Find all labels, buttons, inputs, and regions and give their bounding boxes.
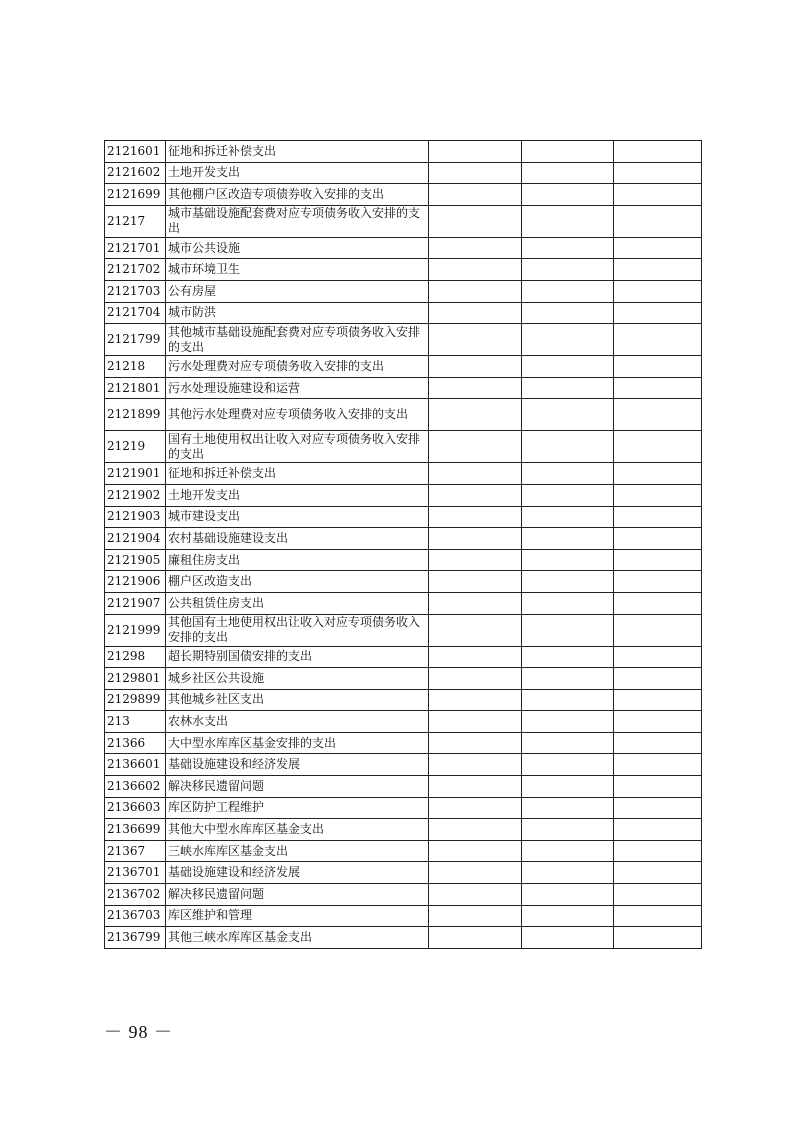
value-cell	[522, 162, 614, 184]
subject-code-cell: 21219	[105, 431, 166, 463]
subject-name-cell: 城市环境卫生	[166, 259, 429, 281]
subject-name-cell: 三峡水库库区基金支出	[166, 840, 429, 862]
subject-name-cell: 城市公共设施	[166, 237, 429, 259]
value-cell	[614, 862, 702, 884]
value-cell	[429, 819, 522, 841]
budget-table	[104, 140, 702, 949]
subject-code-cell: 2136601	[105, 754, 166, 776]
value-cell	[522, 754, 614, 776]
table-row	[105, 592, 702, 614]
subject-name-cell: 农村基础设施建设支出	[166, 528, 429, 550]
subject-code-cell: 21366	[105, 732, 166, 754]
subject-name-cell: 基础设施建设和经济发展	[166, 862, 429, 884]
value-cell	[429, 356, 522, 378]
value-cell	[614, 614, 702, 646]
subject-code-cell: 21217	[105, 205, 166, 237]
table-row	[105, 927, 702, 949]
subject-name-cell: 其他城市基础设施配套费对应专项债务收入安排的支出	[166, 324, 429, 356]
table-row	[105, 302, 702, 324]
value-cell	[614, 592, 702, 614]
value-cell	[429, 324, 522, 356]
value-cell	[429, 399, 522, 431]
subject-code-cell: 2121901	[105, 463, 166, 485]
value-cell	[614, 819, 702, 841]
subject-code-cell: 21218	[105, 356, 166, 378]
subject-code-cell: 2121702	[105, 259, 166, 281]
value-cell	[522, 399, 614, 431]
value-cell	[429, 614, 522, 646]
value-cell	[522, 302, 614, 324]
table-row	[105, 431, 702, 463]
subject-name-cell: 库区防护工程维护	[166, 797, 429, 819]
subject-code-cell: 2121899	[105, 399, 166, 431]
value-cell	[429, 905, 522, 927]
table-row	[105, 776, 702, 798]
value-cell	[429, 184, 522, 206]
subject-code-cell: 2136602	[105, 776, 166, 798]
table-row	[105, 689, 702, 711]
table-row	[105, 205, 702, 237]
subject-code-cell: 213	[105, 711, 166, 733]
value-cell	[429, 463, 522, 485]
value-cell	[614, 162, 702, 184]
value-cell	[614, 280, 702, 302]
table-row	[105, 571, 702, 593]
value-cell	[614, 506, 702, 528]
value-cell	[522, 614, 614, 646]
value-cell	[522, 324, 614, 356]
table-row	[105, 324, 702, 356]
subject-name-cell: 大中型水库库区基金安排的支出	[166, 732, 429, 754]
value-cell	[522, 592, 614, 614]
value-cell	[429, 592, 522, 614]
value-cell	[614, 905, 702, 927]
table-row	[105, 884, 702, 906]
value-cell	[429, 840, 522, 862]
value-cell	[522, 356, 614, 378]
subject-code-cell: 2136702	[105, 884, 166, 906]
value-cell	[522, 668, 614, 690]
table-row	[105, 549, 702, 571]
value-cell	[429, 797, 522, 819]
table-row	[105, 732, 702, 754]
table-body	[105, 141, 702, 949]
subject-name-cell: 污水处理设施建设和运营	[166, 377, 429, 399]
value-cell	[614, 797, 702, 819]
value-cell	[429, 754, 522, 776]
value-cell	[522, 840, 614, 862]
value-cell	[522, 732, 614, 754]
value-cell	[614, 237, 702, 259]
value-cell	[429, 431, 522, 463]
value-cell	[522, 431, 614, 463]
subject-code-cell: 2129801	[105, 668, 166, 690]
table-row	[105, 528, 702, 550]
table-row	[105, 754, 702, 776]
value-cell	[614, 646, 702, 668]
subject-name-cell: 公有房屋	[166, 280, 429, 302]
value-cell	[429, 668, 522, 690]
table-row	[105, 646, 702, 668]
value-cell	[614, 732, 702, 754]
value-cell	[614, 463, 702, 485]
subject-code-cell: 2121904	[105, 528, 166, 550]
value-cell	[614, 356, 702, 378]
subject-code-cell: 2121903	[105, 506, 166, 528]
value-cell	[429, 259, 522, 281]
value-cell	[614, 377, 702, 399]
value-cell	[614, 571, 702, 593]
table-row	[105, 259, 702, 281]
value-cell	[614, 431, 702, 463]
table-row	[105, 184, 702, 206]
subject-name-cell: 土地开发支出	[166, 162, 429, 184]
subject-code-cell: 2121701	[105, 237, 166, 259]
value-cell	[522, 205, 614, 237]
subject-code-cell: 2136799	[105, 927, 166, 949]
subject-name-cell: 其他城乡社区支出	[166, 689, 429, 711]
table-row	[105, 162, 702, 184]
value-cell	[429, 646, 522, 668]
value-cell	[522, 506, 614, 528]
value-cell	[614, 689, 702, 711]
value-cell	[522, 259, 614, 281]
table-row	[105, 711, 702, 733]
subject-name-cell: 解决移民遗留问题	[166, 776, 429, 798]
table-row	[105, 797, 702, 819]
subject-code-cell: 2121999	[105, 614, 166, 646]
table-row	[105, 141, 702, 163]
table-row	[105, 237, 702, 259]
subject-code-cell: 2121907	[105, 592, 166, 614]
subject-code-cell: 2136703	[105, 905, 166, 927]
value-cell	[429, 927, 522, 949]
value-cell	[614, 927, 702, 949]
subject-code-cell: 2121704	[105, 302, 166, 324]
subject-code-cell: 2121602	[105, 162, 166, 184]
subject-code-cell: 2121905	[105, 549, 166, 571]
subject-name-cell: 库区维护和管理	[166, 905, 429, 927]
value-cell	[614, 205, 702, 237]
table-row	[105, 399, 702, 431]
subject-name-cell: 土地开发支出	[166, 484, 429, 506]
value-cell	[614, 184, 702, 206]
value-cell	[614, 711, 702, 733]
subject-name-cell: 棚户区改造支出	[166, 571, 429, 593]
subject-code-cell: 2121703	[105, 280, 166, 302]
value-cell	[522, 141, 614, 163]
value-cell	[429, 377, 522, 399]
value-cell	[522, 646, 614, 668]
table-row	[105, 280, 702, 302]
subject-code-cell: 2136701	[105, 862, 166, 884]
value-cell	[614, 324, 702, 356]
table-row	[105, 819, 702, 841]
value-cell	[522, 528, 614, 550]
value-cell	[614, 141, 702, 163]
subject-name-cell: 农林水支出	[166, 711, 429, 733]
table-row	[105, 614, 702, 646]
value-cell	[522, 884, 614, 906]
subject-name-cell: 解决移民遗留问题	[166, 884, 429, 906]
value-cell	[522, 280, 614, 302]
value-cell	[522, 463, 614, 485]
subject-code-cell: 2121801	[105, 377, 166, 399]
subject-name-cell: 其他污水处理费对应专项债务收入安排的支出	[166, 399, 429, 431]
table-row	[105, 862, 702, 884]
table-row	[105, 484, 702, 506]
value-cell	[522, 711, 614, 733]
subject-name-cell: 公共租赁住房支出	[166, 592, 429, 614]
value-cell	[614, 884, 702, 906]
value-cell	[614, 549, 702, 571]
value-cell	[429, 506, 522, 528]
value-cell	[429, 162, 522, 184]
value-cell	[522, 797, 614, 819]
subject-code-cell: 2136699	[105, 819, 166, 841]
value-cell	[614, 528, 702, 550]
value-cell	[429, 237, 522, 259]
table-row	[105, 905, 702, 927]
subject-code-cell: 2121799	[105, 324, 166, 356]
value-cell	[429, 484, 522, 506]
value-cell	[614, 840, 702, 862]
subject-name-cell: 其他国有土地使用权出让收入对应专项债务收入安排的支出	[166, 614, 429, 646]
value-cell	[614, 399, 702, 431]
subject-code-cell: 21298	[105, 646, 166, 668]
subject-name-cell: 其他棚户区改造专项债券收入安排的支出	[166, 184, 429, 206]
subject-name-cell: 城市防洪	[166, 302, 429, 324]
value-cell	[429, 528, 522, 550]
value-cell	[522, 819, 614, 841]
value-cell	[429, 689, 522, 711]
page-number: － 98 －	[104, 1022, 173, 1042]
value-cell	[429, 776, 522, 798]
value-cell	[429, 205, 522, 237]
subject-code-cell: 2121699	[105, 184, 166, 206]
value-cell	[522, 377, 614, 399]
table-row	[105, 668, 702, 690]
subject-code-cell: 2121601	[105, 141, 166, 163]
subject-name-cell: 其他三峡水库库区基金支出	[166, 927, 429, 949]
value-cell	[522, 484, 614, 506]
value-cell	[522, 571, 614, 593]
subject-name-cell: 城市建设支出	[166, 506, 429, 528]
value-cell	[429, 549, 522, 571]
value-cell	[429, 571, 522, 593]
subject-name-cell: 基础设施建设和经济发展	[166, 754, 429, 776]
subject-code-cell: 2136603	[105, 797, 166, 819]
value-cell	[429, 884, 522, 906]
value-cell	[614, 776, 702, 798]
table-row	[105, 356, 702, 378]
value-cell	[429, 862, 522, 884]
value-cell	[614, 668, 702, 690]
subject-name-cell: 超长期特别国债安排的支出	[166, 646, 429, 668]
value-cell	[429, 141, 522, 163]
value-cell	[614, 484, 702, 506]
subject-name-cell: 其他大中型水库库区基金支出	[166, 819, 429, 841]
subject-name-cell: 城乡社区公共设施	[166, 668, 429, 690]
subject-name-cell: 征地和拆迁补偿支出	[166, 141, 429, 163]
subject-name-cell: 城市基础设施配套费对应专项债务收入安排的支出	[166, 205, 429, 237]
table-row	[105, 377, 702, 399]
value-cell	[522, 905, 614, 927]
subject-code-cell: 2121906	[105, 571, 166, 593]
value-cell	[522, 776, 614, 798]
subject-code-cell: 2121902	[105, 484, 166, 506]
value-cell	[429, 302, 522, 324]
value-cell	[429, 280, 522, 302]
subject-name-cell: 征地和拆迁补偿支出	[166, 463, 429, 485]
value-cell	[522, 927, 614, 949]
table-row	[105, 463, 702, 485]
value-cell	[429, 732, 522, 754]
subject-code-cell: 2129899	[105, 689, 166, 711]
table-row	[105, 506, 702, 528]
value-cell	[614, 302, 702, 324]
subject-code-cell: 21367	[105, 840, 166, 862]
table-row	[105, 840, 702, 862]
value-cell	[522, 237, 614, 259]
value-cell	[614, 259, 702, 281]
subject-name-cell: 廉租住房支出	[166, 549, 429, 571]
subject-name-cell: 国有土地使用权出让收入对应专项债务收入安排的支出	[166, 431, 429, 463]
value-cell	[522, 862, 614, 884]
value-cell	[522, 549, 614, 571]
value-cell	[522, 184, 614, 206]
subject-name-cell: 污水处理费对应专项债务收入安排的支出	[166, 356, 429, 378]
value-cell	[522, 689, 614, 711]
value-cell	[429, 711, 522, 733]
value-cell	[614, 754, 702, 776]
